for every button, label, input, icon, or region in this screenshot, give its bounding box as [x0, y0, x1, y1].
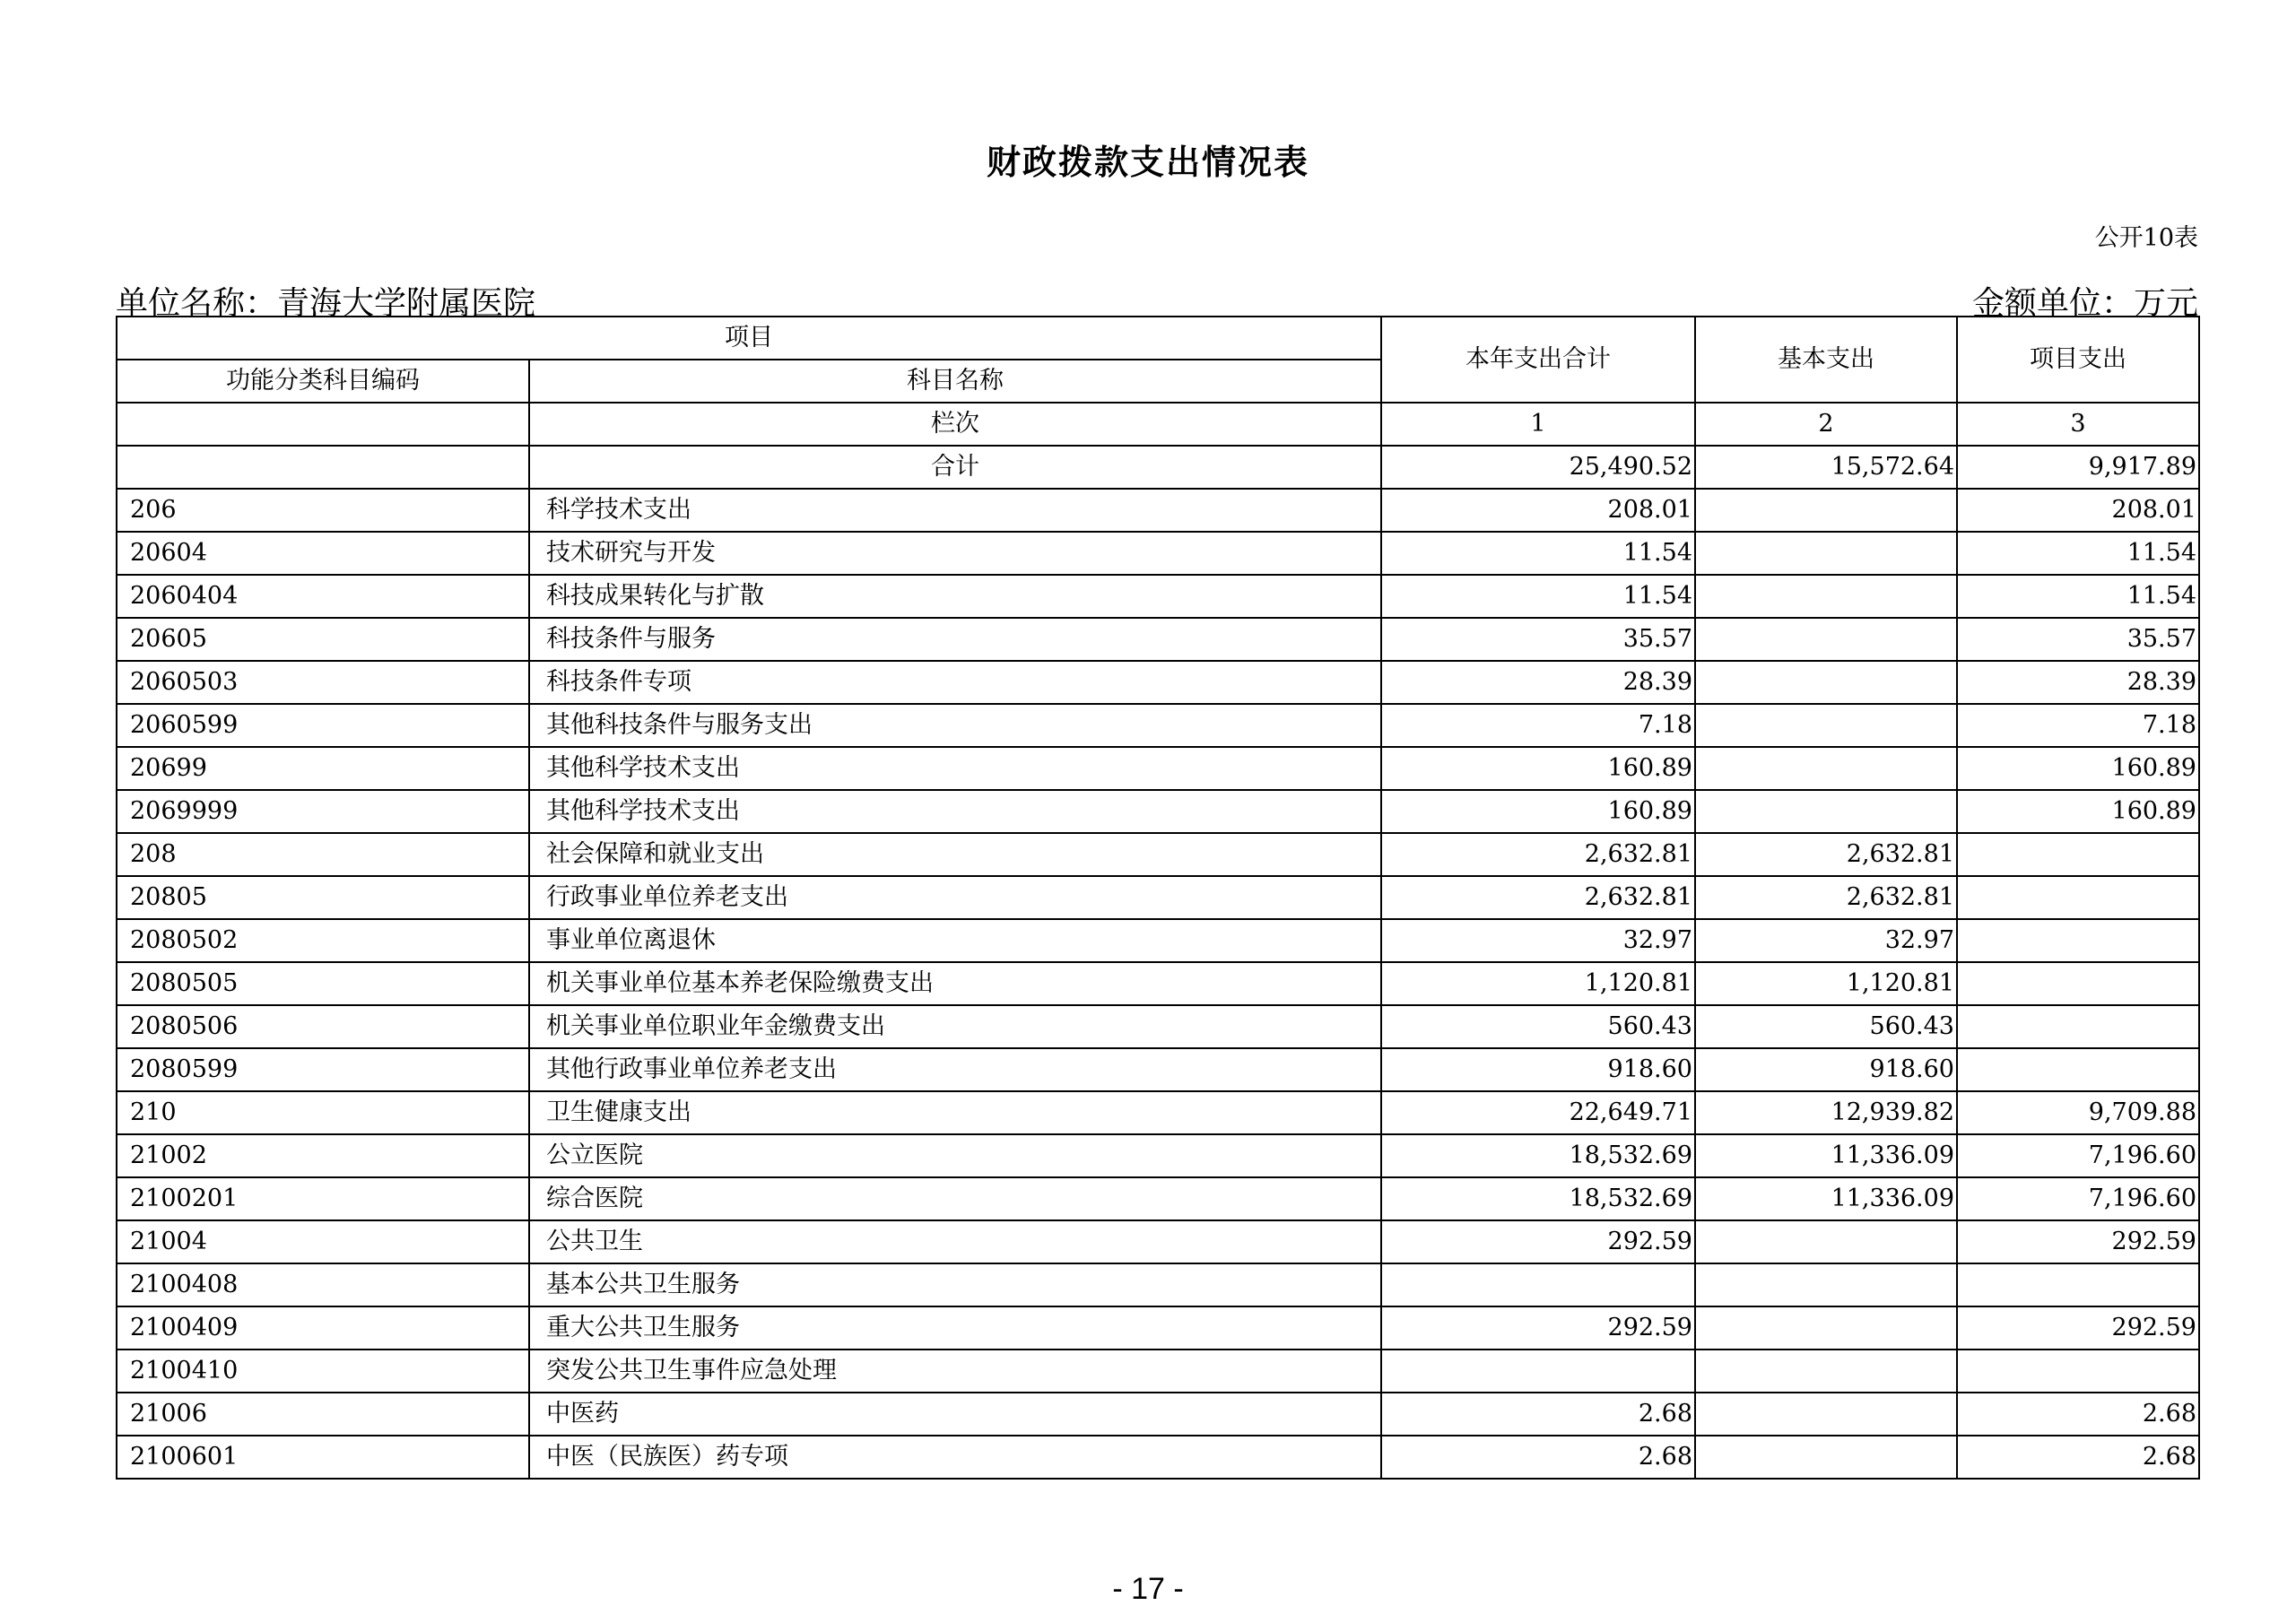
table-row — [117, 1393, 2199, 1436]
row-total: 11.54 — [1381, 532, 1695, 575]
row-code: 2100410 — [117, 1350, 529, 1393]
table-row — [117, 704, 2199, 747]
expenditure-table — [116, 316, 2200, 1480]
row-project: 160.89 — [1957, 747, 2199, 790]
row-code: 206 — [117, 489, 529, 532]
table-row — [117, 575, 2199, 618]
row-name: 机关事业单位职业年金缴费支出 — [529, 1005, 1381, 1048]
row-code: 2060599 — [117, 704, 529, 747]
header-row-1 — [117, 317, 2199, 360]
row-basic — [1695, 747, 1957, 790]
table-row — [117, 1306, 2199, 1350]
row-basic: 11,336.09 — [1695, 1177, 1957, 1220]
row-basic — [1695, 1220, 1957, 1263]
report-title: 财政拨款支出情况表 — [986, 143, 1309, 182]
row-basic: 1,120.81 — [1695, 962, 1957, 1005]
total-project: 9,917.89 — [1957, 446, 2199, 489]
row-total: 2.68 — [1381, 1436, 1695, 1479]
row-total: 160.89 — [1381, 747, 1695, 790]
row-basic: 11,336.09 — [1695, 1134, 1957, 1177]
total-row — [117, 446, 2199, 489]
row-code: 210 — [117, 1091, 529, 1134]
row-project — [1957, 1263, 2199, 1306]
table-row — [117, 919, 2199, 962]
row-name: 中医（民族医）药专项 — [529, 1436, 1381, 1479]
table-row — [117, 1091, 2199, 1134]
column-label: 栏次 — [529, 403, 1381, 446]
table-row — [117, 532, 2199, 575]
row-project — [1957, 962, 2199, 1005]
header-basic: 基本支出 — [1695, 317, 1957, 403]
table-row — [117, 1048, 2199, 1091]
row-basic: 12,939.82 — [1695, 1091, 1957, 1134]
row-code: 2080505 — [117, 962, 529, 1005]
row-code: 21004 — [117, 1220, 529, 1263]
row-total: 1,120.81 — [1381, 962, 1695, 1005]
row-basic: 2,632.81 — [1695, 833, 1957, 876]
row-total: 11.54 — [1381, 575, 1695, 618]
row-project: 11.54 — [1957, 532, 2199, 575]
row-project: 292.59 — [1957, 1220, 2199, 1263]
row-basic — [1695, 532, 1957, 575]
column-number-row — [117, 403, 2199, 446]
row-total: 918.60 — [1381, 1048, 1695, 1091]
row-project: 7,196.60 — [1957, 1134, 2199, 1177]
header-total: 本年支出合计 — [1381, 317, 1695, 403]
table-row — [117, 1177, 2199, 1220]
total-code-empty — [117, 446, 529, 489]
row-basic — [1695, 618, 1957, 661]
row-project: 7,196.60 — [1957, 1177, 2199, 1220]
row-project — [1957, 919, 2199, 962]
total-basic: 15,572.64 — [1695, 446, 1957, 489]
row-basic — [1695, 1436, 1957, 1479]
row-name: 科技条件与服务 — [529, 618, 1381, 661]
table-row — [117, 833, 2199, 876]
row-name: 中医药 — [529, 1393, 1381, 1436]
row-code: 2100201 — [117, 1177, 529, 1220]
row-project — [1957, 1005, 2199, 1048]
row-project — [1957, 1350, 2199, 1393]
row-name: 技术研究与开发 — [529, 532, 1381, 575]
column-number-2: 2 — [1695, 403, 1957, 446]
row-name: 突发公共卫生事件应急处理 — [529, 1350, 1381, 1393]
row-basic — [1695, 790, 1957, 833]
row-code: 2100408 — [117, 1263, 529, 1306]
row-total: 2.68 — [1381, 1393, 1695, 1436]
row-name: 公共卫生 — [529, 1220, 1381, 1263]
row-total: 7.18 — [1381, 704, 1695, 747]
total-label: 合计 — [529, 446, 1381, 489]
row-code: 21002 — [117, 1134, 529, 1177]
header-code: 功能分类科目编码 — [117, 360, 529, 403]
table-row — [117, 1005, 2199, 1048]
amount-unit: 金额单位：万元 — [1971, 285, 2198, 322]
row-name: 社会保障和就业支出 — [529, 833, 1381, 876]
row-name: 其他科技条件与服务支出 — [529, 704, 1381, 747]
row-basic: 32.97 — [1695, 919, 1957, 962]
row-total: 35.57 — [1381, 618, 1695, 661]
table-row — [117, 790, 2199, 833]
table-row — [117, 1350, 2199, 1393]
table-row — [117, 618, 2199, 661]
row-total: 560.43 — [1381, 1005, 1695, 1048]
row-basic — [1695, 704, 1957, 747]
row-total — [1381, 1263, 1695, 1306]
row-code: 2100601 — [117, 1436, 529, 1479]
row-name: 科技条件专项 — [529, 661, 1381, 704]
header-project: 项目 — [117, 317, 1381, 360]
row-name: 机关事业单位基本养老保险缴费支出 — [529, 962, 1381, 1005]
row-total: 18,532.69 — [1381, 1134, 1695, 1177]
row-basic: 918.60 — [1695, 1048, 1957, 1091]
form-number: 公开10表 — [2094, 224, 2198, 252]
row-total: 32.97 — [1381, 919, 1695, 962]
row-code: 2100409 — [117, 1306, 529, 1350]
row-code: 20805 — [117, 876, 529, 919]
row-total — [1381, 1350, 1695, 1393]
column-number-3: 3 — [1957, 403, 2199, 446]
row-code: 2080506 — [117, 1005, 529, 1048]
row-name: 事业单位离退休 — [529, 919, 1381, 962]
row-code: 2060503 — [117, 661, 529, 704]
row-total: 2,632.81 — [1381, 833, 1695, 876]
header-name: 科目名称 — [529, 360, 1381, 403]
row-total: 292.59 — [1381, 1220, 1695, 1263]
row-project: 160.89 — [1957, 790, 2199, 833]
total-sum: 25,490.52 — [1381, 446, 1695, 489]
row-basic — [1695, 575, 1957, 618]
row-project: 7.18 — [1957, 704, 2199, 747]
row-name: 卫生健康支出 — [529, 1091, 1381, 1134]
table-row — [117, 1263, 2199, 1306]
table-row — [117, 1436, 2199, 1479]
row-basic — [1695, 661, 1957, 704]
row-name: 公立医院 — [529, 1134, 1381, 1177]
unit-name: 单位名称：青海大学附属医院 — [116, 285, 536, 322]
row-basic: 560.43 — [1695, 1005, 1957, 1048]
row-project — [1957, 833, 2199, 876]
row-basic — [1695, 1263, 1957, 1306]
column-number-1: 1 — [1381, 403, 1695, 446]
row-total: 18,532.69 — [1381, 1177, 1695, 1220]
row-basic — [1695, 489, 1957, 532]
row-project — [1957, 1048, 2199, 1091]
row-name: 其他科学技术支出 — [529, 747, 1381, 790]
row-project: 2.68 — [1957, 1393, 2199, 1436]
row-project: 9,709.88 — [1957, 1091, 2199, 1134]
header-project-expenditure: 项目支出 — [1957, 317, 2199, 403]
row-project: 208.01 — [1957, 489, 2199, 532]
row-code: 2069999 — [117, 790, 529, 833]
row-basic — [1695, 1350, 1957, 1393]
row-total: 2,632.81 — [1381, 876, 1695, 919]
row-code: 21006 — [117, 1393, 529, 1436]
table-row — [117, 876, 2199, 919]
row-name: 科技成果转化与扩散 — [529, 575, 1381, 618]
row-code: 20604 — [117, 532, 529, 575]
row-name: 其他行政事业单位养老支出 — [529, 1048, 1381, 1091]
row-name: 行政事业单位养老支出 — [529, 876, 1381, 919]
row-project — [1957, 876, 2199, 919]
table-row — [117, 661, 2199, 704]
table-row — [117, 1220, 2199, 1263]
row-code: 2080599 — [117, 1048, 529, 1091]
table-row — [117, 962, 2199, 1005]
row-total: 292.59 — [1381, 1306, 1695, 1350]
row-basic — [1695, 1393, 1957, 1436]
row-name: 综合医院 — [529, 1177, 1381, 1220]
row-name: 其他科学技术支出 — [529, 790, 1381, 833]
row-basic — [1695, 1306, 1957, 1350]
row-name: 重大公共卫生服务 — [529, 1306, 1381, 1350]
row-basic: 2,632.81 — [1695, 876, 1957, 919]
row-total: 28.39 — [1381, 661, 1695, 704]
row-name: 科学技术支出 — [529, 489, 1381, 532]
row-project: 292.59 — [1957, 1306, 2199, 1350]
page-number: - 17 - — [1112, 1572, 1184, 1606]
row-total: 160.89 — [1381, 790, 1695, 833]
row-total: 208.01 — [1381, 489, 1695, 532]
column-number-empty — [117, 403, 529, 446]
row-project: 28.39 — [1957, 661, 2199, 704]
table-row — [117, 1134, 2199, 1177]
row-total: 22,649.71 — [1381, 1091, 1695, 1134]
row-project: 11.54 — [1957, 575, 2199, 618]
row-code: 20605 — [117, 618, 529, 661]
row-name: 基本公共卫生服务 — [529, 1263, 1381, 1306]
row-code: 2080502 — [117, 919, 529, 962]
row-project: 35.57 — [1957, 618, 2199, 661]
table-row — [117, 747, 2199, 790]
row-code: 208 — [117, 833, 529, 876]
row-code: 20699 — [117, 747, 529, 790]
table-row — [117, 489, 2199, 532]
row-code: 2060404 — [117, 575, 529, 618]
row-project: 2.68 — [1957, 1436, 2199, 1479]
